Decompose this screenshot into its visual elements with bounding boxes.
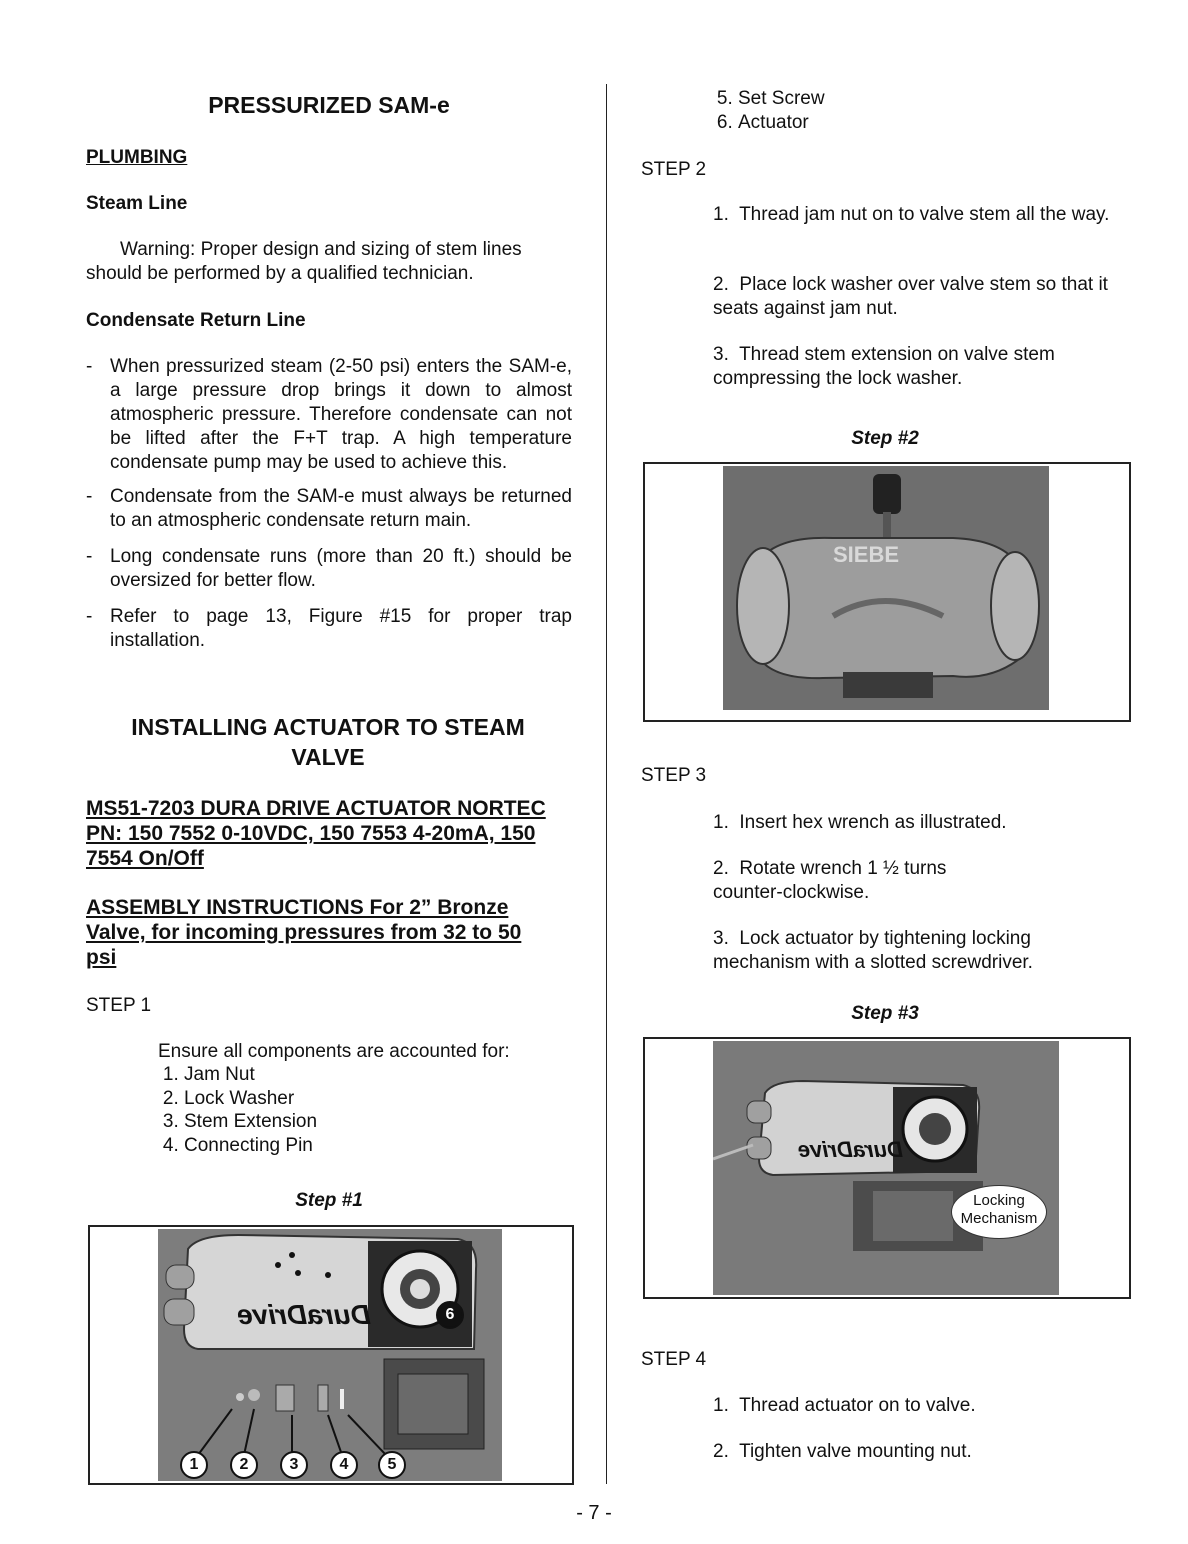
step1-intro: Ensure all components are accounted for: — [158, 1041, 510, 1062]
marker-1: 1 — [180, 1451, 208, 1479]
valve-photo — [723, 466, 1049, 710]
step4-item: 1. Thread actuator on to valve. — [713, 1395, 976, 1416]
list-item: 1. Jam Nut — [184, 1063, 538, 1087]
marker-4: 4 — [330, 1451, 358, 1479]
install-heading: INSTALLING ACTUATOR TO STEAM VALVE — [131, 714, 525, 770]
duradrive-logo: DuraDrive — [237, 1299, 371, 1330]
column-divider — [606, 84, 607, 1484]
marker-5: 5 — [378, 1451, 406, 1479]
step1-figure — [88, 1225, 574, 1485]
step2-figure — [643, 462, 1131, 722]
step2-item: 1. Thread jam nut on to valve stem all the way. — [713, 204, 1110, 225]
bullet-item: - Condensate from the SAM-e must always be returned to an atmospheric condensate return main. — [86, 486, 572, 531]
steam-line-warning: Warning: Proper design and sizing of stem lines should be performed by a qualified technician. — [86, 239, 522, 284]
plumbing-heading: PLUMBING — [86, 147, 188, 168]
bullet-item: - Long condensate runs (more than 20 ft.) should be oversized for better flow. — [86, 546, 572, 591]
component-list — [158, 1063, 538, 1157]
step3-label: STEP 3 — [641, 765, 707, 786]
actuator-photo — [158, 1229, 502, 1481]
assembly-heading: ASSEMBLY INSTRUCTIONS For 2” Bronze Valve, for incoming pressures from 32 to 50 psi — [86, 896, 522, 969]
list-item: 2. Lock Washer — [184, 1087, 538, 1111]
step3-item: 3. Lock actuator by tightening locking mechanism with a slotted screwdriver. — [713, 928, 1033, 973]
step3-caption: Step #3 — [851, 1003, 919, 1024]
list-item: 6. Actuator — [738, 111, 1112, 135]
step3-item: 1. Insert hex wrench as illustrated. — [713, 812, 1007, 833]
step4-label: STEP 4 — [641, 1349, 707, 1370]
component-list-continued — [712, 87, 1112, 134]
page-number: - 7 - — [576, 1502, 612, 1524]
step2-item: 2. Place lock washer over valve stem so that it seats against jam nut. — [713, 274, 1108, 319]
step1-label: STEP 1 — [86, 995, 152, 1016]
step2-label: STEP 2 — [641, 159, 707, 180]
list-item: 4. Connecting Pin — [184, 1134, 538, 1158]
marker-2: 2 — [230, 1451, 258, 1479]
marker-3: 3 — [280, 1451, 308, 1479]
step4-item: 2. Tighten valve mounting nut. — [713, 1441, 972, 1462]
marker-6: 6 — [436, 1301, 464, 1329]
actuator-locking-photo — [713, 1041, 1059, 1295]
step2-caption: Step #2 — [851, 428, 919, 449]
list-item: 5. Set Screw — [738, 87, 1112, 111]
bullet-item: - When pressurized steam (2-50 psi) enters the SAM-e, a large pressure drop brings it down to almost atmospheric pressure. Therefore condensate can not be lifted after the F+T trap. A high temperature condensate pump may be used to achieve this. — [86, 356, 572, 473]
step2-item: 3. Thread stem extension on valve stem compressing the lock washer. — [713, 344, 1055, 389]
bullet-item: - Refer to page 13, Figure #15 for proper trap installation. — [86, 606, 572, 651]
condensate-heading: Condensate Return Line — [86, 310, 306, 331]
page-title: PRESSURIZED SAM-e — [208, 92, 450, 118]
step3-figure — [643, 1037, 1131, 1299]
locking-mechanism-callout: Locking Mechanism — [951, 1185, 1047, 1239]
steam-line-heading: Steam Line — [86, 193, 188, 214]
step3-item: 2. Rotate wrench 1 ½ turns counter-clockwise. — [713, 858, 947, 903]
list-item: 3. Stem Extension — [184, 1110, 538, 1134]
siebe-embossing: SIEBE — [833, 542, 900, 567]
duradrive-logo: DuraDrive — [797, 1137, 903, 1162]
step1-caption: Step #1 — [295, 1190, 363, 1211]
actuator-heading: MS51-7203 DURA DRIVE ACTUATOR NORTEC PN: 150 7552 0-10VDC, 150 7553 4-20mA, 150 7554 On/Off — [86, 797, 546, 870]
